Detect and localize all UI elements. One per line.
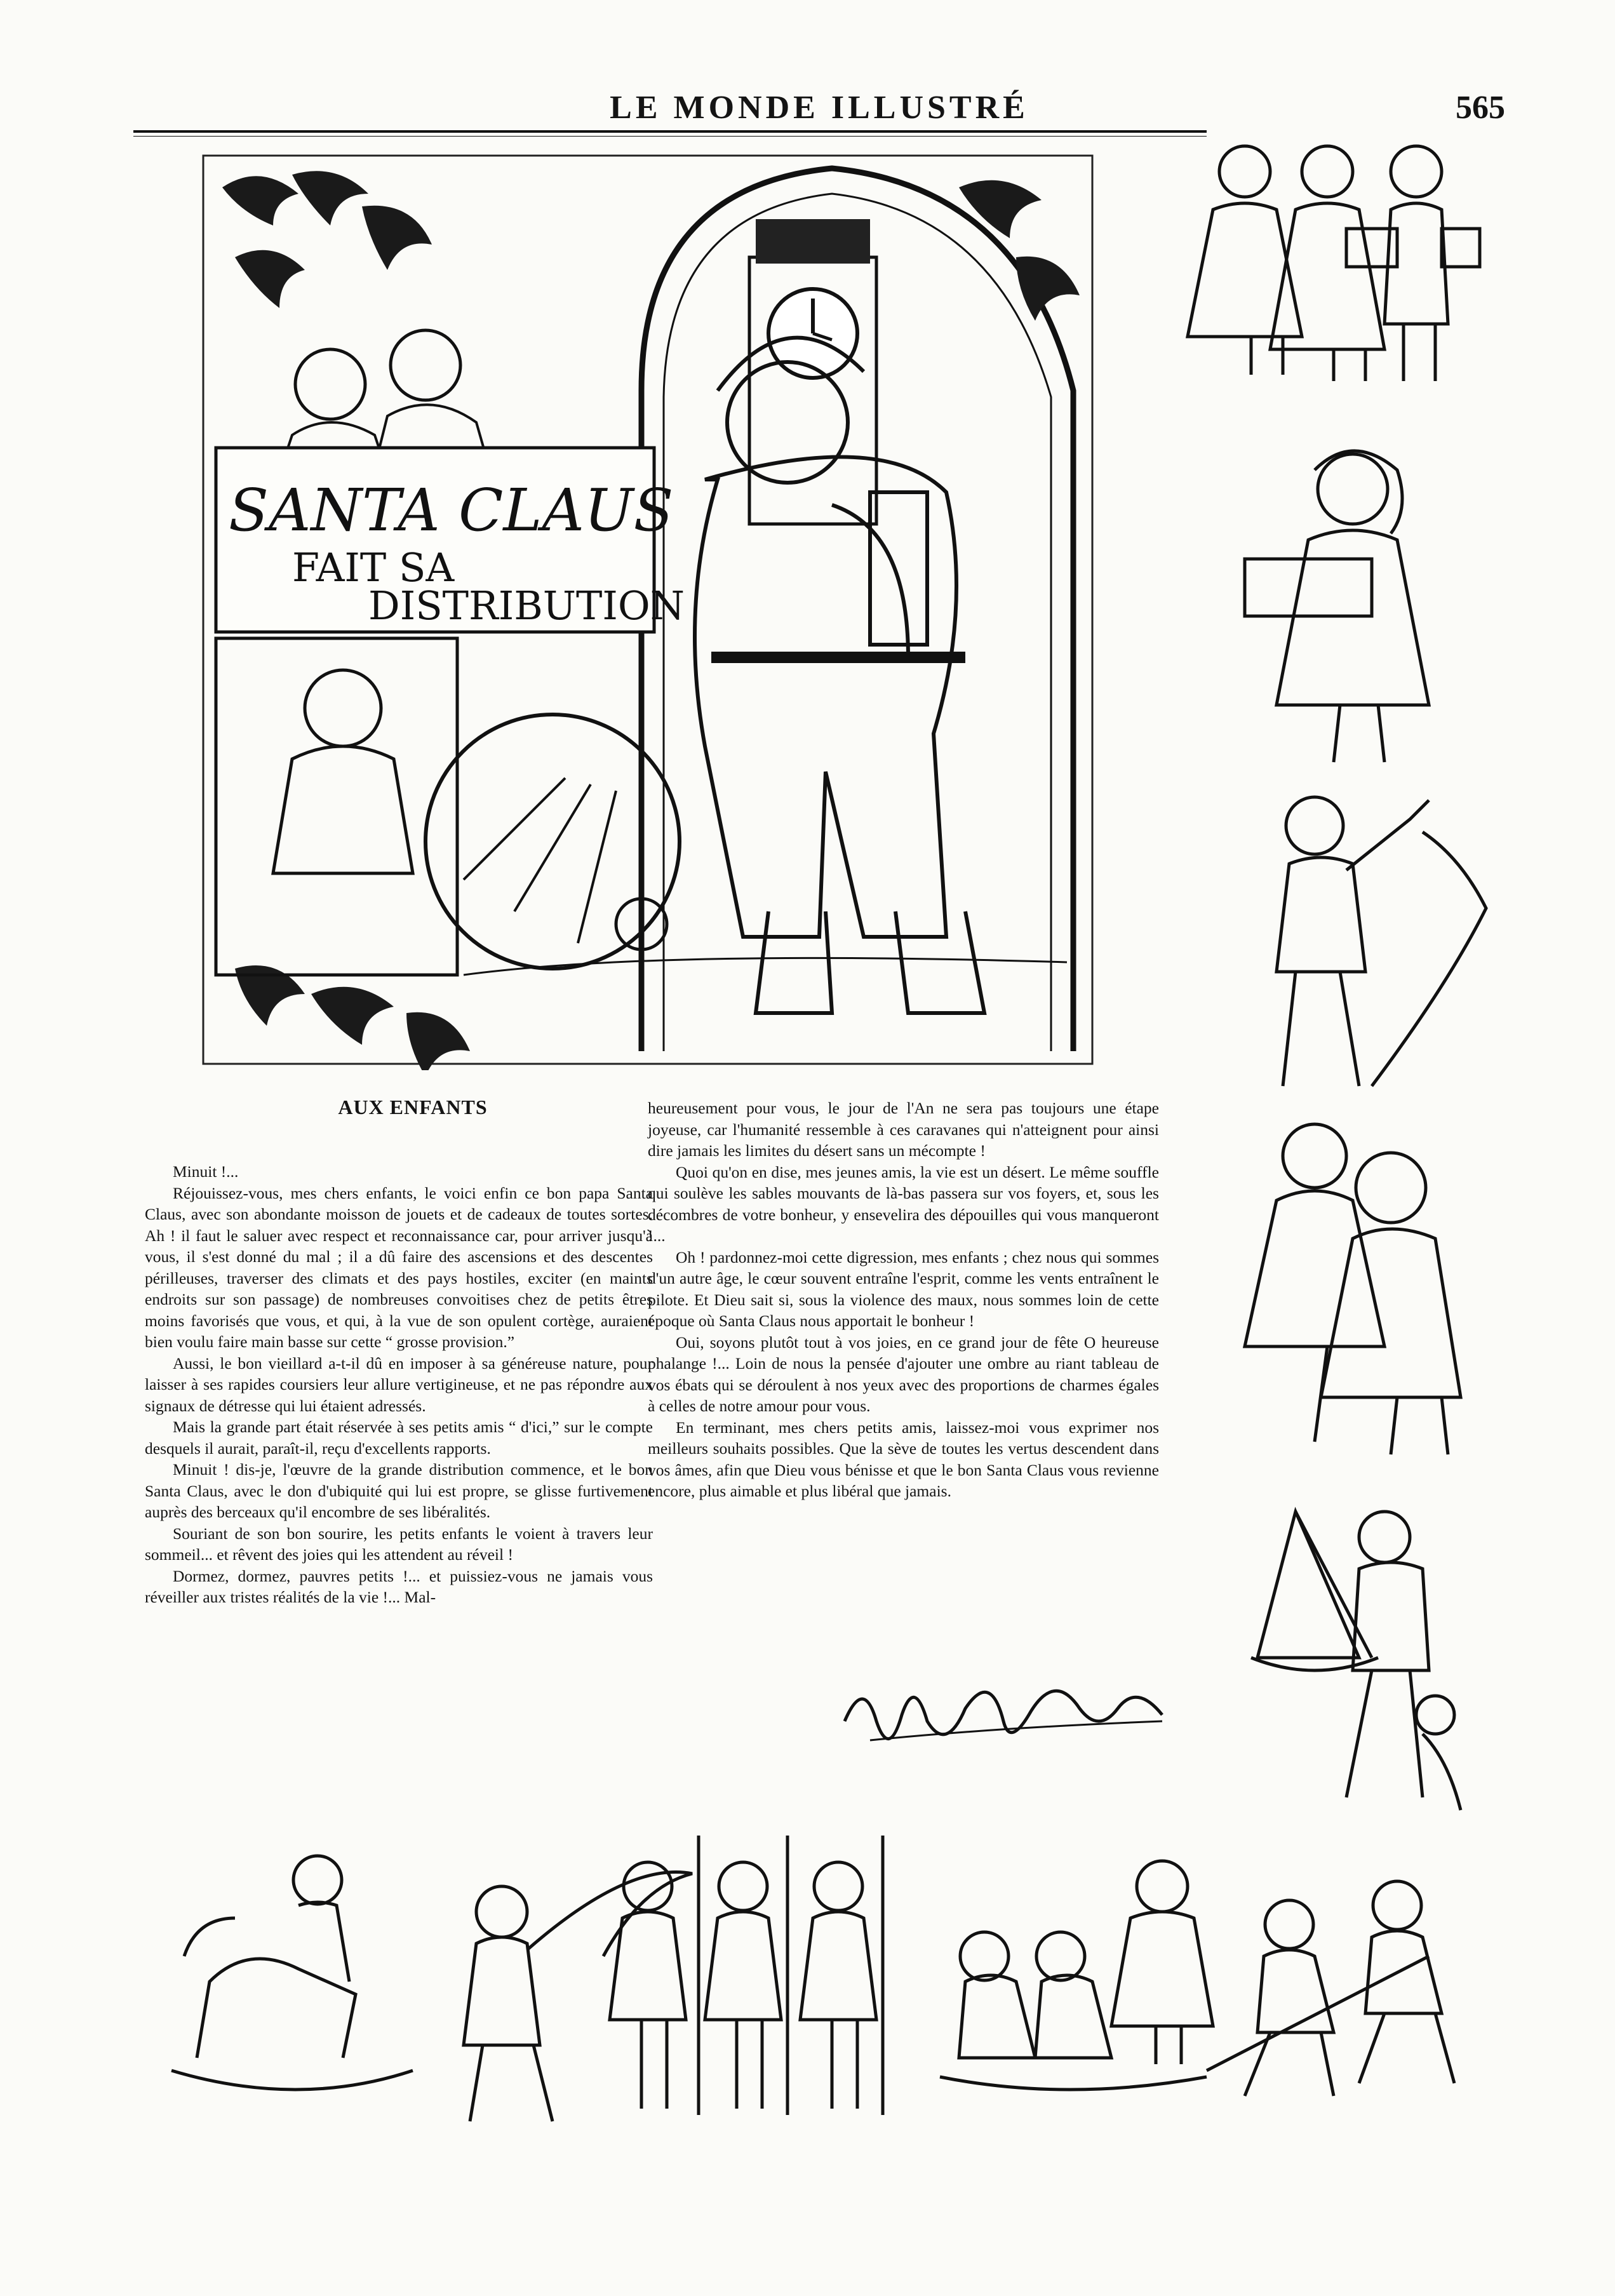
children-singing-illustration xyxy=(1181,133,1486,387)
paragraph: Minuit !... xyxy=(173,1162,239,1181)
paragraph: Dormez, dormez, pauvres petits !... et puissiez-vous ne jamais vous réveiller aux tristes réalités de la vie !... Mal- xyxy=(145,1566,653,1606)
paragraph-continuation: heureusement pour vous, le jour de l'An ne sera pas toujours une étape joyeuse, car l'humanité ressemble à ces caravanes qui n'atteignent pour ainsi dire jamais les limites du désert sans un mécompte ! xyxy=(648,1099,1159,1160)
paragraph: Minuit ! dis-je, l'œuvre de la grande distribution commence, et le bon Santa Claus, avec le don d'ubiquité qui lui est propre, se glisse furtivement auprès des berceaux qu'il encombre de ses libéralités. xyxy=(145,1460,653,1521)
paragraph: Réjouissez-vous, mes chers enfants, le voici enfin ce bon papa Santa Claus, avec son abondante moisson de jouets et de cadeaux de toutes sortes. Ah ! il faut le saluer avec respect et reconnaissance car, pour arriver jusqu'à vous, il s'est donné du mal ; il a dû faire des ascensions et des descentes périlleuses, traverser des climats et des pays hostiles, exciter (en maints endroits sur son passage) de nombreuses convoitises chez de petits êtres moins favorisés que vous, et qui, à la vue de son opulent cortège, auraient bien voulu faire main basse sur cette “ grosse provision.” xyxy=(145,1183,653,1351)
santa-claus-engraving xyxy=(197,149,1099,1070)
paragraph: Oh ! pardonnez-moi cette digression, mes enfants ; chez nous qui sommes d'un autre âge, le cœur souvent entraîne l'esprit, comme les vents entraînent le pilote. Et Dieu sait si, sous la violence des maux, nous sommes loin de cette époque où Santa Claus nous apportait le bonheur ! xyxy=(648,1247,1159,1330)
article-column-right xyxy=(648,1098,1159,1502)
masthead-rule-thin xyxy=(133,136,1207,137)
masthead xyxy=(133,83,1505,133)
paragraph: Aussi, le bon vieillard a-t-il dû en imposer à sa généreuse nature, pour laisser à ses rapides coursiers leur allure vertigineuse, et ne pas répondre aux signaux de détresse qui lui étaient adressés. xyxy=(145,1353,653,1415)
boy-waving-illustration xyxy=(1232,781,1499,1099)
two-girls-illustration xyxy=(1238,1105,1480,1461)
author-signature xyxy=(832,1670,1188,1759)
girl-reading-illustration xyxy=(1232,432,1473,775)
boy-with-toy-boat-illustration xyxy=(1245,1499,1473,1816)
paragraph: Mais la grande part était réservée à ses petits amis “ d'ici,” sur le compte desquels il aurait, paraît-il, reçu d'excellents rapports. xyxy=(145,1418,653,1458)
article-heading: AUX ENFANTS xyxy=(338,1096,488,1118)
page-number: 565 xyxy=(1456,90,1505,126)
engraving-title-line1: SANTA CLAUS xyxy=(229,476,674,544)
journal-title: LE MONDE ILLUSTRÉ xyxy=(610,90,1029,126)
engraving-title-line2: FAIT SA xyxy=(292,544,455,591)
paragraph: Oui, soyons plutôt tout à vos joies, en ce grand jour de fête O heureuse phalange !... Loin de nous la pensée d'ajouter une ombre au riant tableau de vos ébats qui se déroulent à nos yeux avec des proportions de charmes égales à celles de notre amour pour vous. xyxy=(648,1333,1159,1415)
paragraph: Souriant de son bon sourire, les petits enfants le voient à travers leur sommeil... et rêvent des joies qui les attendent au réveil ! xyxy=(145,1524,653,1564)
children-playing-frieze xyxy=(159,1829,1492,2147)
article-column-left xyxy=(145,1161,653,1608)
paragraph: Quoi qu'on en dise, mes jeunes amis, la vie est un désert. Le même souffle qui soulève les sables mouvants de là-bas passera sur vos foyers, et, sous les décombres de votre bonheur, y ensevelira des dépouilles qui vous manqueront !... xyxy=(648,1162,1159,1245)
engraving-title-line3: DISTRIBUTION xyxy=(368,582,685,629)
paragraph: En terminant, mes chers petits amis, laissez-moi vous exprimer nos meilleurs souhaits possibles. Que la sève de toutes les vertus descendent dans vos âmes, afin que Dieu vous bénisse et que le bon Santa Claus vous revienne encore, plus aimable et plus libéral que jamais. xyxy=(648,1418,1159,1500)
masthead-rule xyxy=(133,130,1207,133)
